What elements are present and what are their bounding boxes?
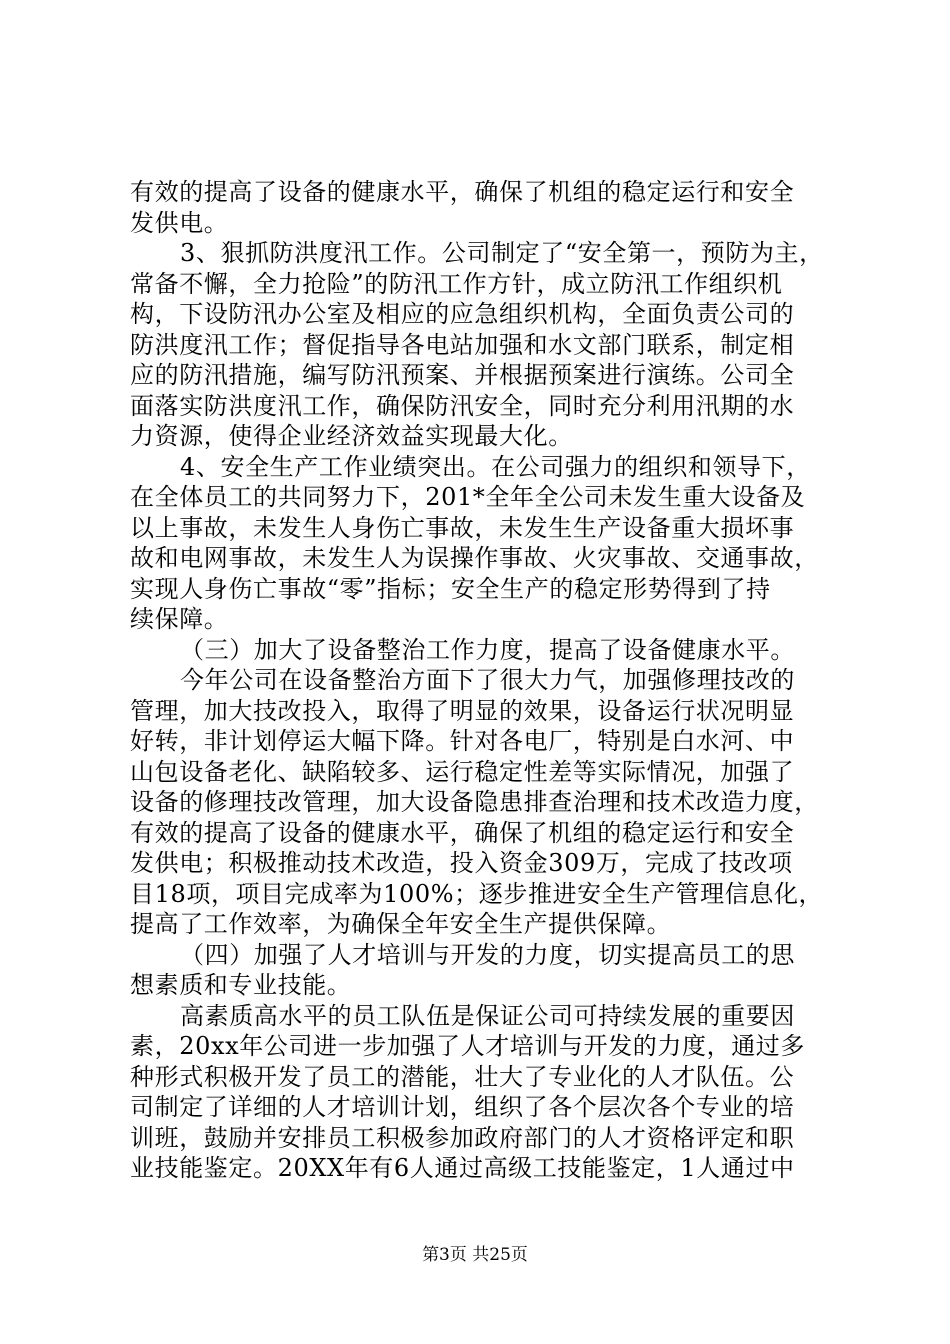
text-line: 设备的修理技改管理，加大设备隐患排查治理和技术改造力度，: [130, 788, 819, 816]
section-heading: （三）加大了设备整治工作力度，提高了设备健康水平。: [180, 635, 795, 664]
section-heading: （四）加强了人才培训与开发的力度，切实提高员工的思: [180, 940, 795, 969]
page-number: 第3页 共25页: [422, 1245, 528, 1265]
text-line: 种形式积极开发了员工的潜能，壮大了专业化的人才队伍。公: [130, 1062, 795, 1091]
text-line: 训班，鼓励并安排员工积极参加政府部门的人才资格评定和职: [130, 1123, 795, 1152]
text-line: 业技能鉴定。20XX年有6人通过高级工技能鉴定，1人通过中: [130, 1154, 795, 1182]
text-line: 素，20xx年公司进一步加强了人才培训与开发的力度，通过多: [130, 1032, 806, 1060]
text-line: 今年公司在设备整治方面下了很大力气，加强修理技改的: [180, 666, 795, 694]
text-line: 防洪度汛工作；督促指导各电站加强和水文部门联系，制定相: [130, 330, 795, 359]
text-line: 在全体员工的共同努力下，201*全年全公司未发生重大设备及: [130, 483, 806, 511]
text-line: 构，下设防汛办公室及相应的应急组织机构，全面负责公司的: [130, 300, 795, 328]
text-line: 发供电；积极推动技术改造，投入资金309万，完成了技改项: [130, 849, 793, 877]
text-line: 应的防汛措施，编写防汛预案、并根据预案进行演练。公司全: [130, 361, 795, 389]
text-line: 有效的提高了设备的健康水平，确保了机组的稳定运行和安全: [130, 178, 795, 206]
text-line: 好转，非计划停运大幅下降。针对各电厂，特别是白水河、中: [130, 727, 795, 755]
text-line: 山包设备老化、缺陷较多、运行稳定性差等实际情况，加强了: [130, 757, 795, 786]
text-line: 司制定了详细的人才培训计划，组织了各个层次各个专业的培: [130, 1093, 795, 1121]
text-line: 有效的提高了设备的健康水平，确保了机组的稳定运行和安全: [130, 818, 795, 847]
text-line: 3、狠抓防洪度汛工作。公司制定了“安全第一，预防为主，: [180, 239, 824, 267]
text-line: 实现人身伤亡事故“零”指标；安全生产的稳定形势得到了持: [130, 574, 771, 603]
text-line: 故和电网事故，未发生人为误操作事故、火灾事故、交通事故，: [130, 544, 819, 572]
text-line: 续保障。: [130, 605, 229, 633]
text-line: 目18项，项目完成率为100%；逐步推进安全生产管理信息化，: [130, 879, 824, 908]
text-line: 发供电。: [130, 208, 229, 237]
text-line: 力资源，使得企业经济效益实现最大化。: [130, 422, 573, 450]
text-line: 提高了工作效率，为确保全年安全生产提供保障。: [130, 910, 672, 938]
text-line: 想素质和专业技能。: [130, 971, 352, 999]
text-line: 高素质高水平的员工队伍是保证公司可持续发展的重要因: [180, 1001, 795, 1030]
text-line: 4、安全生产工作业绩突出。在公司强力的组织和领导下，: [180, 452, 811, 481]
text-line: 面落实防洪度汛工作，确保防汛安全，同时充分利用汛期的水: [130, 391, 795, 420]
text-line: 管理，加大技改投入，取得了明显的效果，设备运行状况明显: [130, 696, 795, 725]
text-line: 以上事故，未发生人身伤亡事故，未发生生产设备重大损坏事: [130, 513, 795, 542]
text-line: 常备不懈，全力抢险”的防汛工作方针，成立防汛工作组织机: [130, 269, 783, 298]
